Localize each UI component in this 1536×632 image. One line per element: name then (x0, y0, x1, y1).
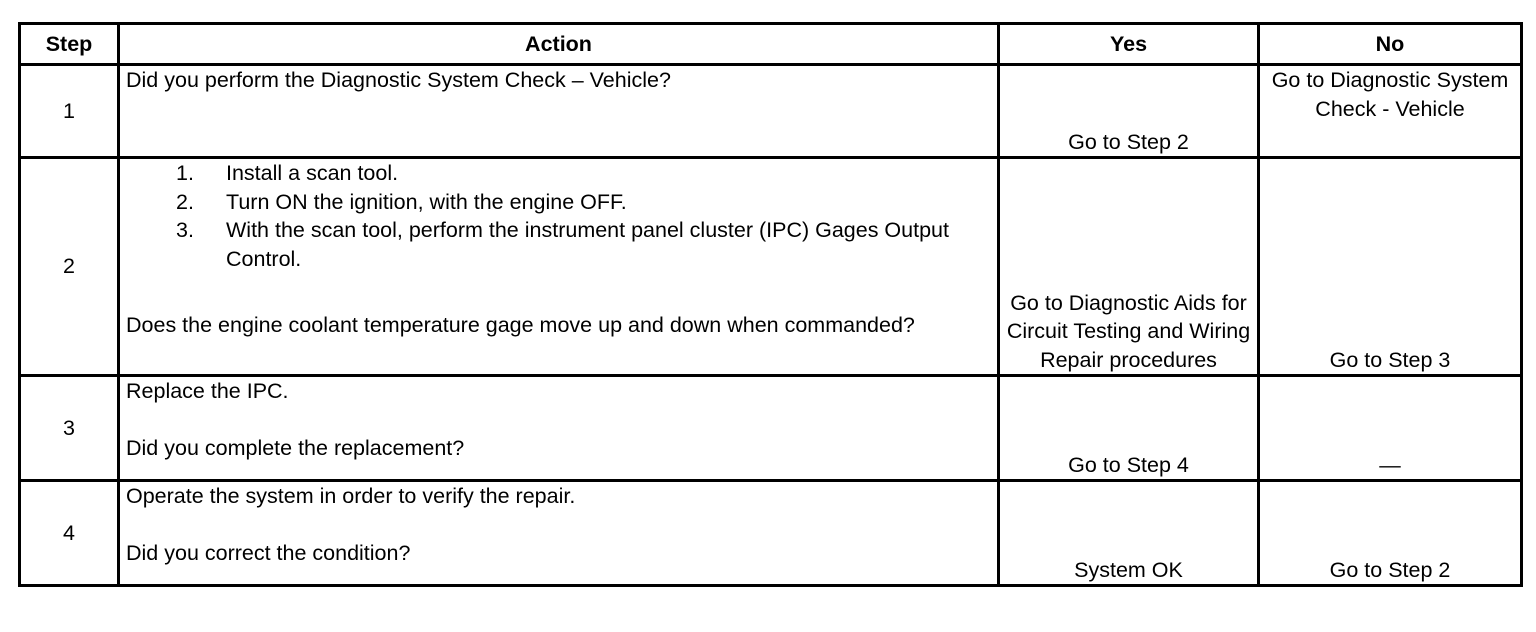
substep-text: Turn ON the ignition, with the engine OFF. (226, 189, 627, 214)
table-row (20, 65, 1522, 158)
action-text: Replace the IPC. (126, 379, 289, 403)
substep-list (126, 159, 991, 273)
step-number: 4 (20, 481, 119, 586)
spacer (126, 273, 991, 311)
action-text: Did you perform the Diagnostic System Check – Vehicle? (119, 65, 999, 158)
substep-number: 1. (176, 161, 194, 185)
no-result: Go to Step 2 (1259, 481, 1522, 586)
question-text: Did you complete the replacement? (126, 436, 465, 460)
substep-text: Install a scan tool. (226, 161, 399, 185)
spacer (126, 406, 991, 435)
substep-item (126, 216, 991, 273)
header-yes: Yes (999, 24, 1259, 65)
step-number: 3 (20, 376, 119, 481)
yes-result: System OK (999, 481, 1259, 586)
action-text: Operate the system in order to verify the repair. (126, 484, 576, 508)
yes-result: Go to Step 2 (999, 65, 1259, 158)
substep-item (126, 188, 991, 217)
header-step: Step (20, 24, 119, 65)
substep-item (126, 159, 991, 188)
no-result: Go to Diagnostic System Check - Vehicle (1259, 65, 1522, 158)
no-result: Go to Step 3 (1259, 158, 1522, 376)
table-row (20, 158, 1522, 376)
substep-number: 2. (176, 189, 194, 214)
question-text: Does the engine coolant temperature gage move up and down when commanded? (126, 313, 915, 337)
action-cell (119, 158, 999, 376)
action-cell (119, 481, 999, 586)
spacer (126, 511, 991, 540)
header-no: No (1259, 24, 1522, 65)
diagnostic-table (18, 22, 1523, 587)
action-cell (119, 376, 999, 481)
question-text: Did you correct the condition? (126, 541, 411, 565)
table-row (20, 376, 1522, 481)
yes-result: Go to Diagnostic Aids for Circuit Testing and Wiring Repair procedures (999, 158, 1259, 376)
header-action: Action (119, 24, 999, 65)
step-number: 1 (20, 65, 119, 158)
step-number: 2 (20, 158, 119, 376)
substep-text: With the scan tool, perform the instrument panel cluster (IPC) Gages Output Control. (226, 218, 949, 271)
no-result: — (1259, 376, 1522, 481)
yes-result: Go to Step 4 (999, 376, 1259, 481)
substep-number: 3. (176, 218, 194, 242)
table-row (20, 481, 1522, 586)
header-row (20, 24, 1522, 65)
